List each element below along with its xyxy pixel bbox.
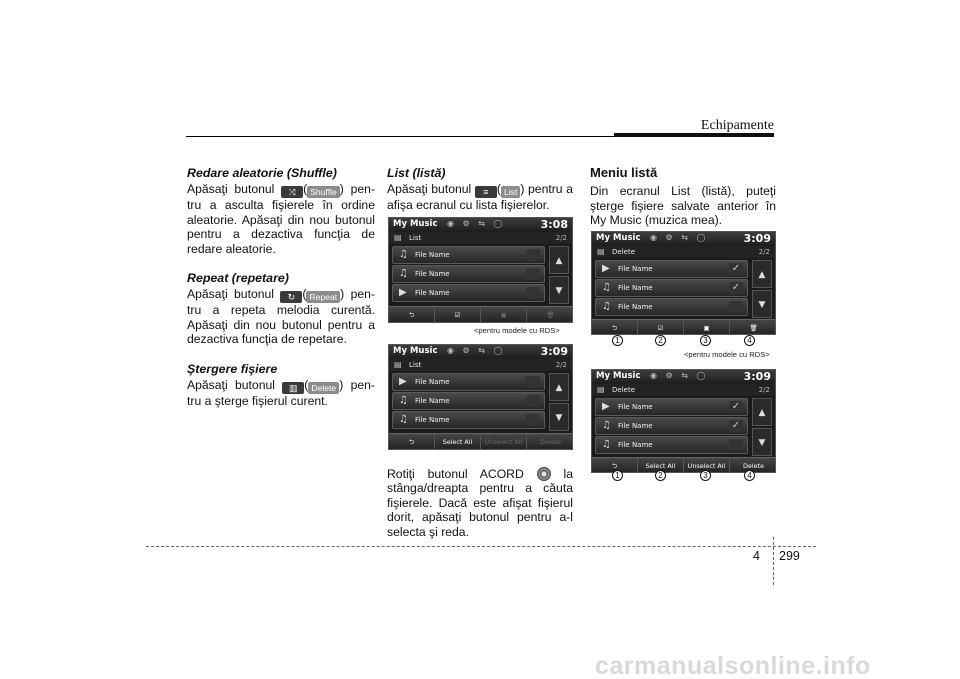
- screen-title: My Music: [596, 233, 641, 243]
- screen-time: 3:09: [743, 232, 771, 245]
- header-rule: [186, 136, 614, 137]
- list-button[interactable]: List: [501, 186, 520, 198]
- select-all-button[interactable]: Select All: [638, 458, 684, 473]
- screen-bottom-bar: [389, 306, 572, 323]
- music-note-icon: ♫: [602, 420, 611, 431]
- screen-page: 2/2: [555, 361, 567, 369]
- music-note-icon: ♫: [399, 395, 408, 406]
- footer-rule: [146, 546, 816, 547]
- delete-post: pen-tru a şterge fişierul curent.: [187, 378, 375, 409]
- checkbox[interactable]: [526, 395, 540, 407]
- music-note-icon: ♫: [602, 282, 611, 293]
- list-pre: Apăsaţi butonul: [387, 182, 472, 197]
- callout-4: 4: [744, 335, 755, 346]
- list-item[interactable]: [392, 265, 545, 283]
- trash-icon: ▥: [282, 382, 304, 394]
- column-2: [387, 166, 573, 213]
- chapter-number: 4: [753, 549, 760, 563]
- check-icon[interactable]: ✓: [729, 282, 743, 294]
- music-note-icon: ♫: [602, 439, 611, 450]
- shuffle-button[interactable]: Shuffle: [307, 186, 340, 198]
- caption-rds: <pentru modele cu RDS>: [684, 350, 770, 359]
- scroll-down-button[interactable]: ▼: [752, 428, 772, 456]
- list-post: pentru a afişa ecranul cu lista fişierelor.: [387, 182, 573, 213]
- acord-pre: Rotiţi butonul ACORD: [387, 467, 524, 481]
- callout-3: 3: [700, 470, 711, 481]
- back-button[interactable]: ⮌: [592, 320, 638, 335]
- shuffle-icon: ⤨: [281, 186, 303, 198]
- file-name: File Name: [618, 265, 653, 273]
- screen-time: 3:09: [540, 345, 568, 358]
- file-name: File Name: [618, 403, 653, 411]
- file-name: File Name: [618, 303, 653, 311]
- delete-pre: Apăsaţi butonul: [187, 378, 275, 393]
- screen-title: My Music: [393, 346, 438, 356]
- check-icon[interactable]: ✓: [729, 420, 743, 432]
- file-name: File Name: [618, 422, 653, 430]
- list-item[interactable]: [595, 417, 748, 435]
- screen-time: 3:09: [743, 370, 771, 383]
- checkbox[interactable]: [526, 249, 540, 261]
- watermark: carmanualsonline.info: [595, 652, 871, 679]
- shuffle-title: Redare aleatorie (Shuffle): [187, 166, 337, 180]
- checkbox[interactable]: [526, 414, 540, 426]
- screen-sub-label: Delete: [612, 386, 635, 394]
- list-icon: ▤: [394, 360, 402, 369]
- scroll-down-button[interactable]: ▼: [752, 290, 772, 318]
- screen-page: 2/2: [555, 234, 567, 242]
- list-item[interactable]: [392, 373, 545, 391]
- callout-2: 2: [655, 335, 666, 346]
- file-name: File Name: [415, 289, 450, 297]
- play-icon: ▶: [399, 376, 407, 387]
- screen-delete-rds: [591, 231, 776, 335]
- list-item[interactable]: [595, 298, 748, 316]
- file-name: File Name: [415, 416, 450, 424]
- list-icon: ≡: [475, 186, 497, 198]
- music-note-icon: ♫: [399, 268, 408, 279]
- screen-list-rds: [388, 217, 573, 323]
- header-bar: [614, 133, 774, 137]
- screen-title: My Music: [596, 371, 641, 381]
- status-icons: ◉ ⚙ ⇆ ◯: [447, 346, 506, 355]
- music-note-icon: ♫: [399, 414, 408, 425]
- screen-page: 2/2: [758, 386, 770, 394]
- list-item[interactable]: [392, 392, 545, 410]
- play-icon: ▶: [602, 401, 610, 412]
- status-icons: ◉ ⚙ ⇆ ◯: [650, 371, 709, 380]
- screen-title: My Music: [393, 219, 438, 229]
- check-icon[interactable]: [729, 439, 743, 451]
- acord-paragraph: [387, 467, 573, 539]
- scroll-up-button[interactable]: ▲: [752, 398, 772, 426]
- back-button[interactable]: ⮌: [592, 458, 638, 473]
- repeat-pre: Apăsaţi butonul: [187, 287, 275, 302]
- list-menu-title: Meniu listă: [590, 165, 658, 180]
- list-paragraph: Apăsaţi butonul ≡ ( List ) pentru a afişa ecranul cu lista fişierelor.: [387, 182, 573, 213]
- unselect-all-icon[interactable]: ▣: [684, 320, 730, 335]
- checkbox[interactable]: [526, 287, 540, 299]
- unselect-all-icon[interactable]: ▣: [481, 307, 527, 323]
- check-icon[interactable]: ✓: [729, 263, 743, 275]
- list-icon: ▤: [394, 233, 402, 242]
- check-icon[interactable]: [729, 301, 743, 313]
- delete-button[interactable]: Delete: [540, 438, 561, 446]
- status-icons: ◉ ⚙ ⇆ ◯: [447, 219, 506, 228]
- unselect-all-button[interactable]: Unselect All: [684, 458, 730, 473]
- file-name: File Name: [415, 270, 450, 278]
- callout-1: 1: [612, 470, 623, 481]
- acord-post: la stânga/dreapta pentru a căuta fişierele. Dacă este afişat fişierul dorit, apăsaţi butonul pentru a-l selecta şi reda.: [387, 467, 574, 539]
- column-1: [187, 166, 375, 408]
- trash-icon[interactable]: 🗑: [546, 311, 555, 319]
- list-title: List (listă): [387, 166, 446, 180]
- select-all-icon[interactable]: ☑: [435, 307, 481, 323]
- list-item[interactable]: [595, 436, 748, 454]
- play-icon: ▶: [399, 287, 407, 298]
- delete-paragraph: Apăsaţi butonul ▥ ( Delete ) pen-tru a şterge fişierul curent.: [187, 378, 375, 409]
- page-header-title: Echipamente: [700, 118, 774, 133]
- delete-button[interactable]: Delete: [308, 382, 339, 394]
- delete-title: Ştergere fişiere: [187, 361, 278, 376]
- music-note-icon: ♫: [399, 249, 408, 260]
- list-icon: ▤: [597, 247, 605, 256]
- screen-sub-label: List: [409, 361, 422, 369]
- tune-knob-icon: [537, 467, 551, 481]
- file-name: File Name: [415, 251, 450, 259]
- back-button[interactable]: ⮌: [389, 307, 435, 323]
- list-item[interactable]: [392, 411, 545, 429]
- file-name: File Name: [415, 397, 450, 405]
- delete-button[interactable]: Delete: [743, 462, 764, 470]
- scroll-down-button[interactable]: ▼: [549, 276, 569, 304]
- list-item[interactable]: [392, 246, 545, 264]
- screen-time: 3:08: [540, 218, 568, 231]
- scroll-up-button[interactable]: ▲: [752, 260, 772, 288]
- shuffle-paragraph: Apăsaţi butonul ⤨ ( Shuffle ) pen-tru a asculta fişierele în ordine aleatorie. Apăsaţi din nou butonul pentru a dezactiva funcţia de redare aleatorie.: [187, 182, 375, 256]
- check-icon[interactable]: ✓: [729, 401, 743, 413]
- footer-divider: [773, 537, 774, 585]
- repeat-paragraph: Apăsaţi butonul ↻ ( Repeat ) pen-tru a repeta melodia curentă. Apăsaţi din nou butonul pentru a dezactiva funcţia de repetare.: [187, 287, 376, 347]
- list-menu-paragraph: Din ecranul List (listă), puteţi şterge fişiere salvate anterior în My Music (muzica mea).: [590, 184, 776, 228]
- scroll-up-button[interactable]: ▲: [549, 246, 569, 274]
- list-item[interactable]: [392, 284, 545, 302]
- shuffle-pre: Apăsaţi butonul: [187, 182, 275, 197]
- list-item[interactable]: [595, 260, 748, 278]
- list-item[interactable]: [595, 398, 748, 416]
- screen-list-plain: [388, 344, 573, 450]
- callout-3: 3: [700, 335, 711, 346]
- repeat-button[interactable]: Repeat: [306, 291, 340, 303]
- column-3: [590, 166, 776, 228]
- status-icons: ◉ ⚙ ⇆ ◯: [650, 233, 709, 242]
- music-note-icon: ♫: [602, 301, 611, 312]
- screen-bottom-bar: [389, 433, 572, 450]
- repeat-icon: ↻: [280, 291, 302, 303]
- unselect-all-button[interactable]: Unselect All: [481, 434, 527, 450]
- file-name: File Name: [618, 284, 653, 292]
- callout-4: 4: [744, 470, 755, 481]
- list-item[interactable]: [595, 279, 748, 297]
- repeat-post: pen-tru a repeta melodia curentă. Apăsaţi din nou butonul pentru a dezactiva funcţia de repetare.: [187, 287, 376, 347]
- back-button[interactable]: ⮌: [389, 434, 435, 450]
- screen-page: 2/2: [758, 248, 770, 256]
- screen-sub-label: Delete: [612, 248, 635, 256]
- file-name: File Name: [415, 378, 450, 386]
- checkbox[interactable]: [526, 376, 540, 388]
- play-icon: ▶: [602, 263, 610, 274]
- caption-rds: <pentru modele cu RDS>: [474, 326, 560, 335]
- callout-2: 2: [655, 470, 666, 481]
- repeat-title: Repeat (repetare): [187, 271, 289, 286]
- scroll-down-button[interactable]: ▼: [549, 403, 569, 431]
- list-icon: ▤: [597, 385, 605, 394]
- trash-icon[interactable]: 🗑: [749, 324, 758, 332]
- file-name: File Name: [618, 441, 653, 449]
- shuffle-post: pen-tru a asculta fişierele în ordine aleatorie. Apăsaţi din nou butonul pentru a dezactiva funcţia de redare aleatorie.: [187, 182, 375, 256]
- screen-bottom-bar: [592, 319, 775, 335]
- screen-delete-plain: [591, 369, 776, 473]
- callout-1: 1: [612, 335, 623, 346]
- scroll-up-button[interactable]: ▲: [549, 373, 569, 401]
- checkbox[interactable]: [526, 268, 540, 280]
- select-all-button[interactable]: Select All: [435, 434, 481, 450]
- select-all-icon[interactable]: ☑: [638, 320, 684, 335]
- page-number: 299: [779, 549, 800, 563]
- screen-sub-label: List: [409, 234, 422, 242]
